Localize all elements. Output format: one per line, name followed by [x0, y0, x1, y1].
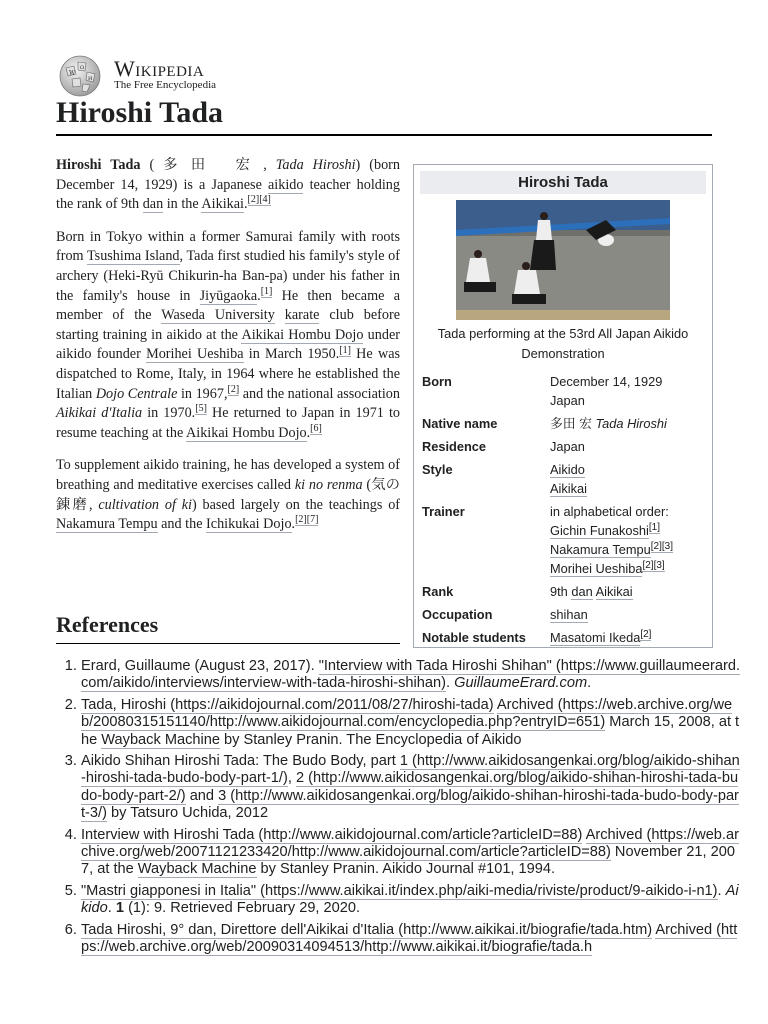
site-header [56, 52, 712, 92]
reference-item [81, 753, 741, 823]
citation-link[interactable]: [2][4] [247, 194, 271, 206]
text: . [306, 424, 311, 441]
link-nakamura-tempu[interactable]: Nakamura Tempu [56, 516, 158, 533]
citation-link[interactable]: [2] [227, 383, 240, 395]
infobox-row-style [420, 460, 706, 498]
ref-text: Erard, Guillaume (August 23, 2017). [81, 658, 319, 674]
ref-link[interactable]: "Mastri giapponesi in Italia" (https://www.aikikai.it/index.php/aiki-media/riviste/product/9-aikido-i-n1) [81, 882, 718, 899]
romaji-name: Tada Hiroshi [275, 157, 356, 173]
native-romaji: Tada Hiroshi [595, 416, 667, 431]
infobox-row-rank [420, 582, 706, 601]
link-tsushima[interactable]: Tsushima Island [87, 248, 180, 265]
text: in 1970. [142, 405, 196, 422]
row-label: Style [422, 462, 453, 477]
link-shihan[interactable]: shihan [550, 607, 588, 622]
text: . [291, 516, 296, 533]
article-body [56, 156, 400, 548]
citation-link[interactable]: [1] [260, 285, 273, 297]
ref-text: . [107, 900, 116, 917]
row-value [550, 582, 706, 601]
svg-text:W: W [69, 70, 76, 77]
infobox-row-residence [420, 437, 706, 456]
ref-text: November 21, 2007, at the [81, 844, 735, 878]
link-aikikai[interactable]: Aikikai [550, 481, 587, 496]
row-label: Born [422, 374, 452, 389]
reference-item [81, 697, 741, 749]
wikipedia-tagline: The Free Encyclopedia [114, 79, 217, 91]
infobox-rows [414, 372, 712, 647]
text: teacher holding the rank of 9th [56, 176, 400, 213]
page-title: Hiroshi Tada [56, 96, 712, 136]
text: He returned to Japan in 1971 to resume teaching at the [56, 405, 401, 441]
ref-text: . [717, 882, 726, 899]
text: in 1967, [177, 385, 228, 402]
text: ) (born December 14, 1929) is a Japanese [56, 157, 400, 193]
link-karate[interactable]: karate [284, 307, 320, 324]
ref-link[interactable]: 2 (http://www.aikidosangenkai.org/blog/aikido-shihan-hiroshi-tada-budo-body-part-2/) [81, 770, 739, 804]
archive-link[interactable]: Archived (https://web.archive.org/web/20071121233420/http://www.aikidojournal.com/article?articleID=88) [81, 826, 739, 861]
link-dan[interactable]: dan [571, 584, 593, 599]
text: and the national association [239, 385, 400, 402]
ref-text: . [587, 675, 592, 692]
link-aikikai[interactable]: Aikikai [201, 196, 244, 213]
infobox-title: Hiroshi Tada [420, 171, 706, 194]
row-label: Notable students [422, 630, 526, 645]
archive-link[interactable]: Archived (https://web.archive.org/web/20080315151140/http://www.aikidojournal.com/encyclopedia.php?entryID=651) [81, 696, 733, 731]
references-list [56, 658, 741, 961]
citation-link[interactable]: [5] [195, 403, 207, 415]
ref-journal: Aikido [81, 882, 739, 917]
ref-link[interactable]: Tada, Hiroshi (https://aikidojournal.com/2011/08/27/hiroshi-tada) [81, 696, 494, 713]
ref-text: by Tatsuro Uchida, 2012 [106, 805, 269, 822]
text: Born in Tokyo within a former Samurai family with roots from [56, 228, 400, 265]
trainer-intro: in alphabetical order: [550, 504, 669, 519]
infobox-row-occupation [420, 605, 706, 624]
ref-site: GuillaumeErard.com [454, 675, 588, 692]
wikipedia-wordmark[interactable]: Wikipedia [114, 56, 205, 81]
row-label: Residence [422, 439, 487, 454]
archive-link[interactable]: Archived (https://web.archive.org/web/20090314094513/http://www.aikikai.it/biografie/tada.h [81, 921, 738, 956]
subject-name: Hiroshi Tada [56, 157, 141, 173]
row-label: Occupation [422, 607, 493, 622]
training-paragraph [56, 456, 400, 534]
dojo-centrale: Dojo Centrale [95, 385, 178, 402]
svg-text:Ω: Ω [80, 65, 85, 71]
translation: cultivation of ki [98, 496, 192, 513]
row-value [550, 460, 706, 498]
text: He was dispatched to Rome, Italy, in 1964 where he established the Italian [56, 346, 401, 402]
row-label: Rank [422, 584, 454, 599]
reference-item [81, 883, 741, 918]
born-date: December 14, 1929 [550, 374, 663, 389]
text [275, 307, 285, 323]
aikido-demonstration-photo[interactable] [456, 200, 670, 320]
text: To supplement aikido training, he has developed a system of breathing and meditative exercises called [56, 457, 400, 493]
text: , [88, 496, 99, 513]
infobox-row-native-name [420, 414, 706, 433]
text: and the [157, 516, 207, 533]
wayback-link[interactable]: Wayback Machine [137, 861, 257, 878]
reference-item [81, 922, 741, 957]
ref-link[interactable]: 1 (http://www.aikidosangenkai.org/blog/aikido-shihan-hiroshi-tada-budo-body-part-1/) [81, 753, 740, 787]
link-ueshiba[interactable]: Morihei Ueshiba [146, 346, 244, 363]
reference-item [81, 658, 741, 693]
text: ( [362, 476, 372, 493]
row-value [550, 414, 706, 433]
link-ichikukai[interactable]: Ichikukai Dojo [206, 516, 292, 533]
link-aikikai[interactable]: Aikikai [595, 584, 633, 599]
ref-text: Aikido Shihan Hiroshi Tada: The Budo Body, part [81, 753, 400, 770]
link-ikeda[interactable]: Masatomi Ikeda [550, 630, 641, 645]
text: under aikido founder [56, 326, 400, 363]
infobox-row-born [420, 372, 706, 410]
infobox-row-trainer [420, 502, 706, 578]
citation-link[interactable]: [2][3] [650, 540, 674, 552]
aikikai-italia: Aikikai d'Italia [56, 405, 143, 422]
born-place: Japan [550, 393, 585, 408]
kanji-name: 多田 宏 [163, 157, 264, 173]
link-dan[interactable]: dan [142, 196, 164, 213]
citation-link[interactable]: [2] [640, 628, 652, 640]
wayback-link[interactable]: Wayback Machine [101, 731, 220, 748]
row-value [550, 628, 706, 647]
infobox-row-students [420, 628, 706, 647]
text: in March 1950. [243, 346, 340, 363]
references-heading: References [56, 612, 400, 644]
intro-paragraph: Hiroshi Tada ( 多田 宏, Tada Hiroshi) (born December 14, 1929) is a Japanese aikido teacher holding the rank of 9th dan in the Aikikai.[2][4] [56, 157, 400, 213]
ref-text: by Stanley Pranin. The Encyclopedia of Aikido [220, 731, 522, 748]
citation-link[interactable]: [1] [648, 521, 660, 533]
text: club before starting training in aikido at the [56, 307, 400, 343]
kanji-text: 気の錬磨 [56, 476, 400, 513]
row-value [550, 605, 706, 624]
citation-link[interactable]: [2][3] [642, 559, 665, 571]
svg-text:И: И [88, 76, 93, 82]
row-value: Japan [550, 439, 585, 454]
link-ueshiba[interactable]: Morihei Ueshiba [550, 561, 643, 576]
text: He then became a member of the [56, 287, 400, 324]
text: in the [163, 196, 202, 213]
link-nakamura-tempu[interactable]: Nakamura Tempu [550, 542, 651, 557]
ref-link[interactable]: 3 (http://www.aikidosangenkai.org/blog/aikido-shihan-hiroshi-tada-budo-body-part-3/) [81, 787, 739, 822]
ref-text: . [445, 675, 455, 692]
ref-volume: 1 [115, 900, 125, 917]
ref-text: and [185, 787, 219, 804]
citation-link[interactable]: [2][7] [295, 514, 319, 526]
ref-text: (1): 9. Retrieved February 29, 2020. [124, 900, 361, 917]
ref-link[interactable]: Interview with Hiroshi Tada (http://www.aikidojournal.com/article?articleID=88) [81, 826, 583, 843]
link-aikido[interactable]: Aikido [550, 462, 585, 477]
row-label: Trainer [422, 504, 465, 519]
ref-link[interactable]: "Interview with Tada Hiroshi Shihan" (https://www.guillaumeerard.com/aikido/interviews/interview-with-tada-hiroshi-shihan) [81, 658, 741, 692]
link-funakoshi[interactable]: Gichin Funakoshi [550, 523, 649, 538]
ref-text: by Stanley Pranin. Aikido Journal #101, 1994. [256, 861, 556, 878]
ki-no-renma: ki no renma [294, 476, 363, 493]
text: ) based largely on the teachings of [191, 496, 401, 513]
text: , Tada first studied his family's style of archery (Heki-Ryū Chikurin-ha Ban-pa) under his father in the family's house in [56, 248, 400, 304]
citation-link[interactable]: [6] [310, 422, 322, 434]
link-jiyugaoka[interactable]: Jiyūgaoka [199, 287, 258, 304]
link-waseda[interactable]: Waseda University [161, 307, 275, 324]
image-caption: Tada performing at the 53rd All Japan Aikido Demonstration [437, 326, 689, 361]
wikipedia-globe-icon[interactable] [56, 54, 104, 98]
citation-link[interactable]: [1] [339, 344, 351, 356]
infobox [413, 164, 713, 648]
row-label: Native name [422, 416, 498, 431]
ref-text: March 15, 2008, at the [81, 714, 740, 748]
rank-text: 9th [550, 584, 572, 599]
biography-paragraph: Born in Tokyo within a former Samurai family with roots from Tsushima Island, Tada first studied his family's style of archery (Heki-Ryū Chikurin-ha Ban-pa) under his father in the family's house in Jiyūgaoka.[1] He then became a member of the Waseda University karate club before starting training in aikido at the Aikikai Hombu Dojo under aikido founder Morihei Ueshiba in March 1950.[1] He was dispatched to Rome, Italy, in 1964 where he established the Italian Dojo Centrale in 1967,[2] and the national association Aikikai d'Italia in 1970.[5] He returned to Japan in 1971 to resume teaching at the Aikikai Hombu Dojo.[6] [56, 228, 401, 441]
ref-text: , [287, 770, 296, 787]
native-kanji: 多田 宏 [550, 416, 592, 431]
link-aikido[interactable]: aikido [267, 176, 304, 193]
link-hombu-dojo[interactable]: Aikikai Hombu Dojo [186, 424, 307, 441]
reference-item [81, 827, 741, 879]
link-hombu-dojo[interactable]: Aikikai Hombu Dojo [241, 326, 364, 343]
row-value [550, 502, 706, 578]
ref-link[interactable]: Tada Hiroshi, 9° dan, Direttore dell'Aikikai d'Italia (http://www.aikikai.it/biografie/tada.htm) [81, 921, 653, 938]
row-value [550, 372, 706, 410]
